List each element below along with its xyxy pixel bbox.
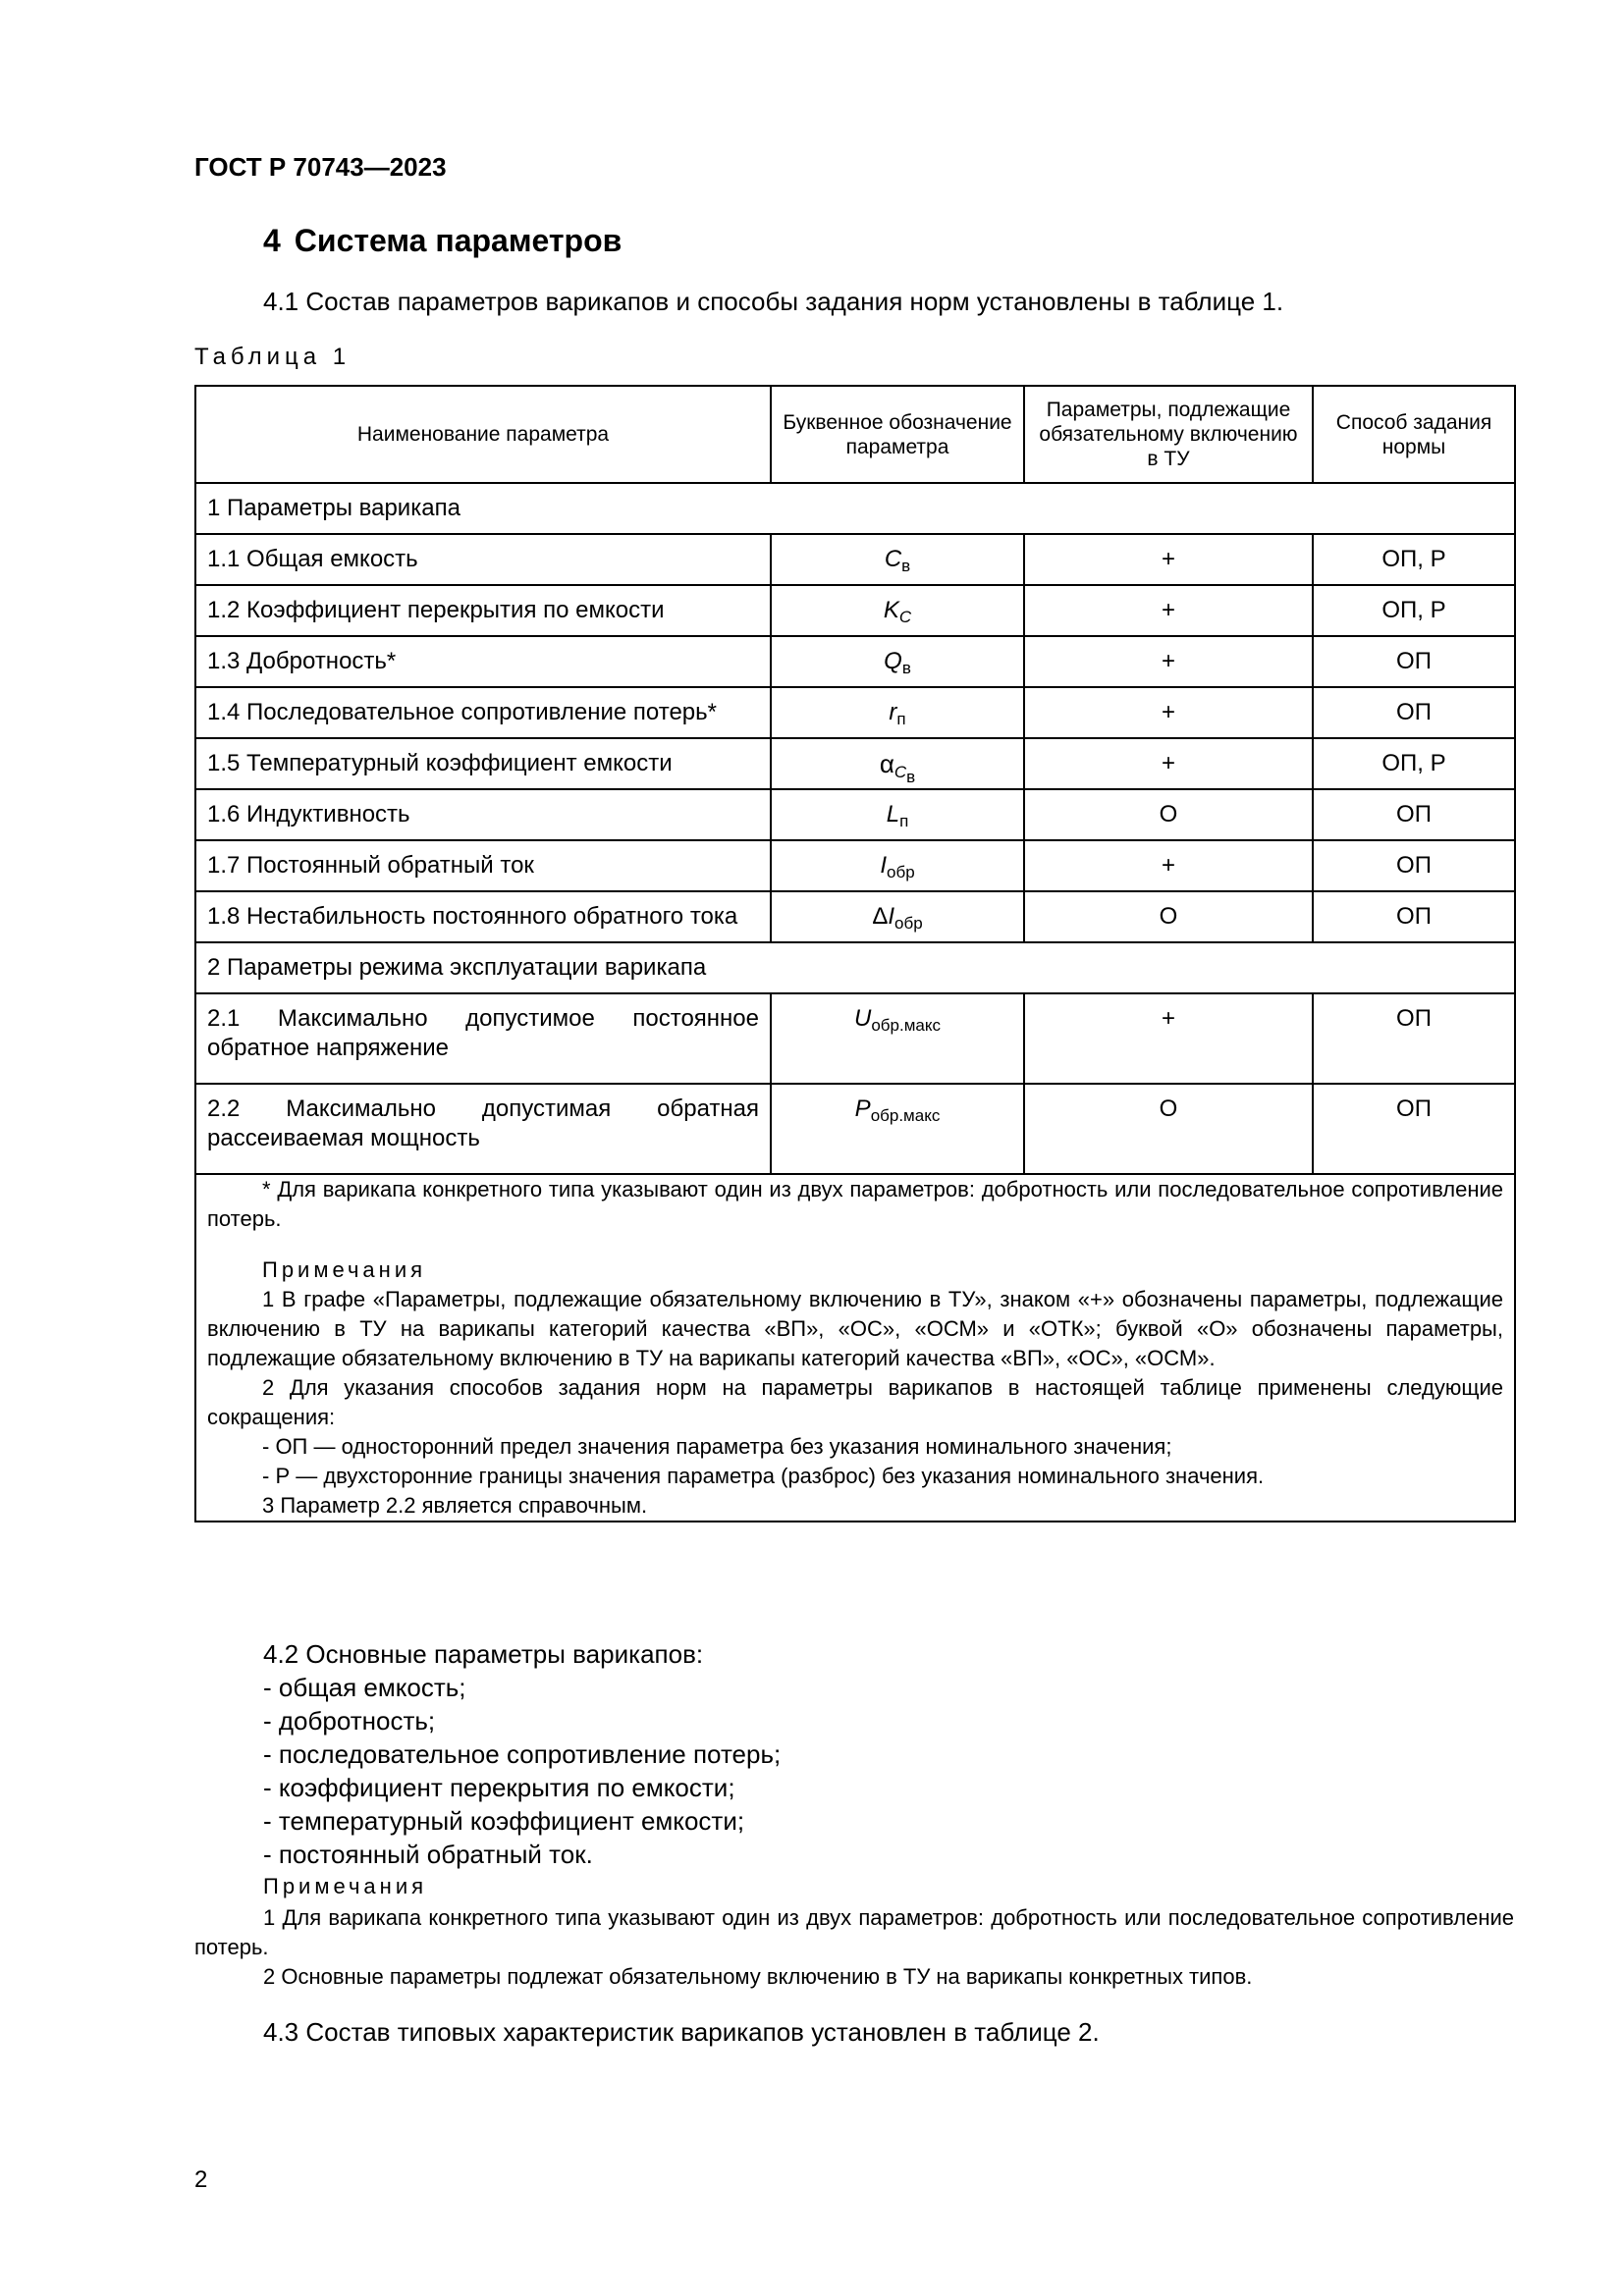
list-item: - добротность;: [263, 1706, 436, 1735]
param-name: 1.1 Общая емкость: [195, 534, 771, 585]
column-header: Наименование параметра: [195, 386, 771, 483]
table-notes: [195, 1174, 1515, 1522]
paragraph-4-2: [263, 1637, 781, 1871]
param-symbol: $\alpha_{C_в}$: [771, 738, 1024, 789]
param-symbol: $P_{обр.макс}$: [771, 1084, 1024, 1174]
param-name: 1.8 Нестабильность постоянного обратного тока: [195, 891, 771, 942]
inclusion-mark: О: [1024, 891, 1313, 942]
param-name: 1.2 Коэффициент перекрытия по емкости: [195, 585, 771, 636]
column-header: Буквенное обозначение параметра: [771, 386, 1024, 483]
norm-method: ОП: [1313, 789, 1515, 840]
table-caption: Таблица 1: [194, 344, 352, 370]
inclusion-mark: +: [1024, 840, 1313, 891]
table-notes-row: [195, 1174, 1515, 1522]
column-header: Параметры, подлежащие обязательному включению в ТУ: [1024, 386, 1313, 483]
note-list-item: - ОП — односторонний предел значения параметра без указания номинального значения;: [262, 1434, 1172, 1459]
table-row: [195, 789, 1515, 840]
note-item: 1 Для варикапа конкретного типа указывают один из двух параметров: добротность или последовательное сопротивление потерь.: [194, 1905, 1514, 1959]
note-list-item: - Р — двухсторонние границы значения параметра (разброс) без указания номинального значения.: [262, 1464, 1265, 1488]
column-header: Способ задания нормы: [1313, 386, 1515, 483]
inclusion-mark: +: [1024, 636, 1313, 687]
param-name: 2.2 Максимально допустимая обратная рассеиваемая мощность: [195, 1084, 771, 1174]
list-item: - последовательное сопротивление потерь;: [263, 1739, 782, 1769]
param-name: 1.7 Постоянный обратный ток: [195, 840, 771, 891]
norm-method: ОП: [1313, 840, 1515, 891]
list-item: - общая емкость;: [263, 1673, 466, 1702]
note-item: 3 Параметр 2.2 является справочным.: [262, 1493, 648, 1518]
inclusion-mark: +: [1024, 738, 1313, 789]
param-name: 1.5 Температурный коэффициент емкости: [195, 738, 771, 789]
norm-method: ОП, Р: [1313, 738, 1515, 789]
param-name: 1.4 Последовательное сопротивление потерь*: [195, 687, 771, 738]
param-symbol: $K_C$: [771, 585, 1024, 636]
table-row: [195, 840, 1515, 891]
notes-heading: Примечания: [262, 1257, 427, 1282]
param-symbol: $\Delta I_{обр}$: [771, 891, 1024, 942]
inclusion-mark: О: [1024, 1084, 1313, 1174]
table-row: [195, 585, 1515, 636]
table-row: [195, 738, 1515, 789]
inclusion-mark: +: [1024, 585, 1313, 636]
table-row: [195, 687, 1515, 738]
param-symbol: $L_п$: [771, 789, 1024, 840]
param-symbol: $C_в$: [771, 534, 1024, 585]
norm-method: ОП: [1313, 1084, 1515, 1174]
section-title-text: Система параметров: [294, 223, 623, 258]
inclusion-mark: О: [1024, 789, 1313, 840]
list-item: - коэффициент перекрытия по емкости;: [263, 1773, 735, 1802]
list-item: - постоянный обратный ток.: [263, 1840, 593, 1869]
section-number: 4: [263, 223, 281, 258]
param-name: 1.3 Добротность*: [195, 636, 771, 687]
table-row: [195, 1084, 1515, 1174]
list-item: - температурный коэффициент емкости;: [263, 1806, 745, 1836]
page-number: 2: [194, 2166, 208, 2193]
table-header-row: [195, 386, 1515, 483]
paragraph-4-3: 4.3 Состав типовых характеристик варикапов установлен в таблице 2.: [263, 2017, 1100, 2047]
group-title: 1 Параметры варикапа: [195, 483, 1515, 534]
parameters-table: [194, 385, 1516, 1522]
param-symbol: $U_{обр.макс}$: [771, 993, 1024, 1084]
inclusion-mark: +: [1024, 993, 1313, 1084]
paragraph-lead: 4.2 Основные параметры варикапов:: [263, 1639, 704, 1669]
standard-designation: ГОСТ Р 70743—2023: [194, 152, 447, 182]
table-group-row: [195, 483, 1515, 534]
table-row: [195, 534, 1515, 585]
inclusion-mark: +: [1024, 687, 1313, 738]
inclusion-mark: +: [1024, 534, 1313, 585]
param-symbol: $Q_в$: [771, 636, 1024, 687]
note-item: 2 Для указания способов задания норм на параметры варикапов в настоящей таблице применены следующие сокращения:: [207, 1375, 1503, 1429]
notes-4-2: [194, 1872, 1514, 1992]
table-group-row: [195, 942, 1515, 993]
table-row: [195, 891, 1515, 942]
section-heading: [263, 223, 622, 259]
notes-heading: Примечания: [263, 1874, 428, 1898]
table-row: [195, 993, 1515, 1084]
norm-method: ОП: [1313, 636, 1515, 687]
param-name: 1.6 Индуктивность: [195, 789, 771, 840]
table-row: [195, 636, 1515, 687]
norm-method: ОП: [1313, 891, 1515, 942]
norm-method: ОП, Р: [1313, 534, 1515, 585]
norm-method: ОП: [1313, 687, 1515, 738]
param-name: 2.1 Максимально допустимое постоянное обратное напряжение: [195, 993, 771, 1084]
norm-method: ОП, Р: [1313, 585, 1515, 636]
group-title: 2 Параметры режима эксплуатации варикапа: [195, 942, 1515, 993]
param-symbol: $I_{обр}$: [771, 840, 1024, 891]
note-item: 2 Основные параметры подлежат обязательному включению в ТУ на варикапы конкретных типов.: [263, 1964, 1253, 1989]
norm-method: ОП: [1313, 993, 1515, 1084]
table-footnote: * Для варикапа конкретного типа указывают один из двух параметров: добротность или последовательное сопротивление потерь.: [207, 1177, 1503, 1231]
paragraph-4-1: 4.1 Состав параметров варикапов и способы задания норм установлены в таблице 1.: [263, 287, 1284, 316]
note-item: 1 В графе «Параметры, подлежащие обязательному включению в ТУ», знаком «+» обозначены параметры, подлежащие включению в ТУ на варикапы категорий качества «ВП», «ОС», «ОСМ» и «ОТК»; буквой «О» обозначены параметры, подлежащие обязательному включению в ТУ на варикапы категорий качества «ВП», «ОС», «ОСМ».: [207, 1287, 1503, 1370]
param-symbol: $r_п$: [771, 687, 1024, 738]
